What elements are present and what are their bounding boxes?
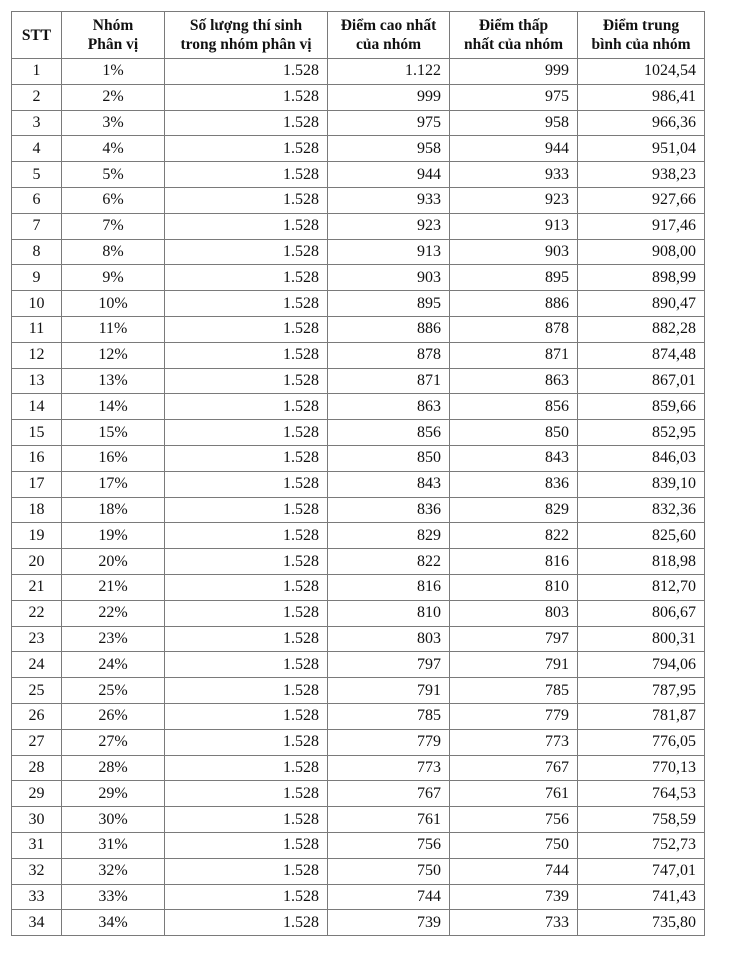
cell-stt: 13 (12, 368, 62, 394)
cell-avg: 735,80 (578, 910, 705, 936)
cell-group: 24% (62, 652, 165, 678)
header-count-line1: Số lượng thí sinh (189, 17, 303, 34)
cell-count: 1.528 (165, 884, 328, 910)
cell-max: 756 (328, 832, 450, 858)
cell-avg: 898,99 (578, 265, 705, 291)
header-count-line2: trong nhóm phân vị (180, 36, 312, 53)
cell-min: 863 (450, 368, 578, 394)
cell-group: 10% (62, 291, 165, 317)
cell-group: 18% (62, 497, 165, 523)
cell-count: 1.528 (165, 832, 328, 858)
table-row (12, 729, 705, 755)
cell-group: 29% (62, 781, 165, 807)
cell-min: 822 (450, 523, 578, 549)
cell-avg: 832,36 (578, 497, 705, 523)
table-row (12, 59, 705, 85)
cell-min: 878 (450, 316, 578, 342)
cell-stt: 24 (12, 652, 62, 678)
cell-count: 1.528 (165, 755, 328, 781)
cell-max: 791 (328, 678, 450, 704)
cell-max: 750 (328, 858, 450, 884)
cell-max: 739 (328, 910, 450, 936)
table-row (12, 703, 705, 729)
cell-max: 999 (328, 84, 450, 110)
cell-avg: 986,41 (578, 84, 705, 110)
cell-max: 944 (328, 162, 450, 188)
table-row (12, 213, 705, 239)
cell-count: 1.528 (165, 445, 328, 471)
cell-stt: 2 (12, 84, 62, 110)
cell-count: 1.528 (165, 316, 328, 342)
cell-count: 1.528 (165, 213, 328, 239)
header-max (328, 12, 450, 59)
cell-stt: 21 (12, 574, 62, 600)
cell-min: 797 (450, 626, 578, 652)
cell-max: 843 (328, 471, 450, 497)
cell-min: 944 (450, 136, 578, 162)
cell-group: 31% (62, 832, 165, 858)
cell-min: 816 (450, 549, 578, 575)
cell-avg: 794,06 (578, 652, 705, 678)
table-row (12, 368, 705, 394)
cell-min: 903 (450, 239, 578, 265)
cell-max: 975 (328, 110, 450, 136)
cell-max: 958 (328, 136, 450, 162)
table-row (12, 316, 705, 342)
cell-max: 767 (328, 781, 450, 807)
cell-avg: 927,66 (578, 187, 705, 213)
cell-group: 34% (62, 910, 165, 936)
cell-min: 829 (450, 497, 578, 523)
cell-avg: 874,48 (578, 342, 705, 368)
cell-avg: 770,13 (578, 755, 705, 781)
cell-min: 836 (450, 471, 578, 497)
cell-count: 1.528 (165, 342, 328, 368)
header-avg (578, 12, 705, 59)
table-row (12, 549, 705, 575)
cell-max: 856 (328, 420, 450, 446)
cell-stt: 18 (12, 497, 62, 523)
cell-stt: 15 (12, 420, 62, 446)
cell-group: 4% (62, 136, 165, 162)
table-row (12, 497, 705, 523)
cell-count: 1.528 (165, 162, 328, 188)
cell-max: 761 (328, 807, 450, 833)
cell-min: 850 (450, 420, 578, 446)
header-count (165, 12, 328, 59)
cell-stt: 1 (12, 59, 62, 85)
cell-stt: 32 (12, 858, 62, 884)
header-min-line2: nhất của nhóm (463, 36, 564, 53)
cell-stt: 7 (12, 213, 62, 239)
cell-max: 773 (328, 755, 450, 781)
cell-group: 30% (62, 807, 165, 833)
cell-group: 27% (62, 729, 165, 755)
cell-group: 6% (62, 187, 165, 213)
table-row (12, 471, 705, 497)
cell-max: 797 (328, 652, 450, 678)
cell-max: 810 (328, 600, 450, 626)
cell-min: 791 (450, 652, 578, 678)
cell-min: 761 (450, 781, 578, 807)
cell-max: 913 (328, 239, 450, 265)
cell-avg: 1024,54 (578, 59, 705, 85)
cell-group: 12% (62, 342, 165, 368)
table-row (12, 136, 705, 162)
cell-min: 933 (450, 162, 578, 188)
cell-group: 14% (62, 394, 165, 420)
cell-group: 25% (62, 678, 165, 704)
cell-avg: 908,00 (578, 239, 705, 265)
cell-count: 1.528 (165, 626, 328, 652)
cell-stt: 5 (12, 162, 62, 188)
header-max-line2: của nhóm (355, 36, 422, 53)
cell-avg: 800,31 (578, 626, 705, 652)
cell-max: 785 (328, 703, 450, 729)
cell-count: 1.528 (165, 497, 328, 523)
cell-group: 32% (62, 858, 165, 884)
cell-avg: 859,66 (578, 394, 705, 420)
cell-stt: 14 (12, 394, 62, 420)
cell-avg: 758,59 (578, 807, 705, 833)
cell-count: 1.528 (165, 368, 328, 394)
cell-count: 1.528 (165, 858, 328, 884)
cell-group: 22% (62, 600, 165, 626)
cell-count: 1.528 (165, 807, 328, 833)
cell-group: 2% (62, 84, 165, 110)
cell-group: 15% (62, 420, 165, 446)
cell-avg: 966,36 (578, 110, 705, 136)
cell-stt: 30 (12, 807, 62, 833)
table-row (12, 910, 705, 936)
table-row (12, 291, 705, 317)
cell-stt: 12 (12, 342, 62, 368)
cell-group: 28% (62, 755, 165, 781)
cell-max: 850 (328, 445, 450, 471)
table-row (12, 755, 705, 781)
table-row (12, 239, 705, 265)
cell-avg: 846,03 (578, 445, 705, 471)
cell-max: 836 (328, 497, 450, 523)
cell-group: 19% (62, 523, 165, 549)
cell-max: 816 (328, 574, 450, 600)
table-row (12, 342, 705, 368)
cell-group: 11% (62, 316, 165, 342)
cell-max: 871 (328, 368, 450, 394)
cell-group: 8% (62, 239, 165, 265)
table-row (12, 394, 705, 420)
cell-stt: 9 (12, 265, 62, 291)
cell-stt: 11 (12, 316, 62, 342)
cell-count: 1.528 (165, 549, 328, 575)
cell-count: 1.528 (165, 59, 328, 85)
cell-group: 23% (62, 626, 165, 652)
cell-avg: 890,47 (578, 291, 705, 317)
cell-stt: 8 (12, 239, 62, 265)
table-row (12, 858, 705, 884)
cell-min: 785 (450, 678, 578, 704)
cell-min: 999 (450, 59, 578, 85)
table-row (12, 523, 705, 549)
cell-min: 750 (450, 832, 578, 858)
table-row (12, 626, 705, 652)
cell-stt: 3 (12, 110, 62, 136)
table-row (12, 884, 705, 910)
cell-min: 958 (450, 110, 578, 136)
cell-min: 843 (450, 445, 578, 471)
table-row (12, 807, 705, 833)
table-row (12, 420, 705, 446)
cell-stt: 33 (12, 884, 62, 910)
cell-count: 1.528 (165, 291, 328, 317)
cell-avg: 839,10 (578, 471, 705, 497)
cell-max: 863 (328, 394, 450, 420)
table-row (12, 84, 705, 110)
cell-max: 829 (328, 523, 450, 549)
cell-count: 1.528 (165, 600, 328, 626)
cell-min: 810 (450, 574, 578, 600)
cell-stt: 10 (12, 291, 62, 317)
cell-count: 1.528 (165, 523, 328, 549)
cell-avg: 747,01 (578, 858, 705, 884)
cell-group: 16% (62, 445, 165, 471)
percentile-table (11, 11, 705, 936)
cell-max: 1.122 (328, 59, 450, 85)
cell-count: 1.528 (165, 678, 328, 704)
cell-stt: 25 (12, 678, 62, 704)
cell-count: 1.528 (165, 239, 328, 265)
table-row (12, 600, 705, 626)
cell-count: 1.528 (165, 574, 328, 600)
cell-avg: 852,95 (578, 420, 705, 446)
cell-avg: 776,05 (578, 729, 705, 755)
cell-stt: 27 (12, 729, 62, 755)
table-row (12, 574, 705, 600)
header-stt-line1: STT (21, 26, 52, 44)
header-stt (12, 12, 62, 59)
cell-count: 1.528 (165, 110, 328, 136)
cell-min: 856 (450, 394, 578, 420)
cell-min: 913 (450, 213, 578, 239)
header-avg-line1: Điểm trung (602, 17, 680, 34)
cell-count: 1.528 (165, 394, 328, 420)
cell-group: 33% (62, 884, 165, 910)
cell-avg: 781,87 (578, 703, 705, 729)
cell-avg: 812,70 (578, 574, 705, 600)
cell-avg: 741,43 (578, 884, 705, 910)
header-group-line2: Phân vị (87, 36, 139, 53)
cell-count: 1.528 (165, 420, 328, 446)
cell-avg: 752,73 (578, 832, 705, 858)
table-row (12, 110, 705, 136)
cell-avg: 917,46 (578, 213, 705, 239)
table-row (12, 832, 705, 858)
cell-group: 21% (62, 574, 165, 600)
cell-count: 1.528 (165, 265, 328, 291)
cell-min: 871 (450, 342, 578, 368)
cell-group: 26% (62, 703, 165, 729)
cell-group: 9% (62, 265, 165, 291)
cell-min: 756 (450, 807, 578, 833)
cell-avg: 882,28 (578, 316, 705, 342)
cell-max: 744 (328, 884, 450, 910)
table-header (12, 12, 705, 59)
cell-avg: 764,53 (578, 781, 705, 807)
cell-avg: 787,95 (578, 678, 705, 704)
cell-stt: 23 (12, 626, 62, 652)
cell-count: 1.528 (165, 652, 328, 678)
cell-max: 933 (328, 187, 450, 213)
table-row (12, 445, 705, 471)
cell-stt: 20 (12, 549, 62, 575)
cell-stt: 4 (12, 136, 62, 162)
cell-stt: 17 (12, 471, 62, 497)
cell-max: 878 (328, 342, 450, 368)
cell-avg: 825,60 (578, 523, 705, 549)
table-row (12, 678, 705, 704)
cell-group: 13% (62, 368, 165, 394)
cell-min: 923 (450, 187, 578, 213)
cell-max: 822 (328, 549, 450, 575)
cell-min: 733 (450, 910, 578, 936)
header-group-line1: Nhóm (92, 17, 134, 34)
table-body (12, 59, 705, 936)
cell-stt: 29 (12, 781, 62, 807)
table-row (12, 652, 705, 678)
cell-max: 903 (328, 265, 450, 291)
cell-avg: 867,01 (578, 368, 705, 394)
cell-group: 17% (62, 471, 165, 497)
cell-min: 744 (450, 858, 578, 884)
header-row (12, 12, 705, 59)
cell-min: 886 (450, 291, 578, 317)
cell-avg: 806,67 (578, 600, 705, 626)
cell-count: 1.528 (165, 136, 328, 162)
cell-count: 1.528 (165, 703, 328, 729)
cell-count: 1.528 (165, 84, 328, 110)
cell-group: 1% (62, 59, 165, 85)
cell-stt: 28 (12, 755, 62, 781)
table-row (12, 162, 705, 188)
cell-min: 739 (450, 884, 578, 910)
cell-min: 773 (450, 729, 578, 755)
cell-group: 5% (62, 162, 165, 188)
header-avg-line2: bình của nhóm (591, 36, 691, 53)
cell-count: 1.528 (165, 781, 328, 807)
header-group (62, 12, 165, 59)
cell-max: 803 (328, 626, 450, 652)
cell-group: 3% (62, 110, 165, 136)
table-row (12, 187, 705, 213)
cell-count: 1.528 (165, 910, 328, 936)
cell-group: 20% (62, 549, 165, 575)
cell-avg: 951,04 (578, 136, 705, 162)
header-min-line1: Điểm thấp (478, 17, 549, 34)
table-row (12, 265, 705, 291)
cell-min: 779 (450, 703, 578, 729)
cell-avg: 818,98 (578, 549, 705, 575)
cell-min: 767 (450, 755, 578, 781)
cell-stt: 34 (12, 910, 62, 936)
cell-max: 886 (328, 316, 450, 342)
cell-stt: 26 (12, 703, 62, 729)
cell-avg: 938,23 (578, 162, 705, 188)
header-max-line1: Điểm cao nhất (340, 17, 437, 34)
cell-stt: 6 (12, 187, 62, 213)
cell-stt: 31 (12, 832, 62, 858)
cell-stt: 16 (12, 445, 62, 471)
cell-min: 895 (450, 265, 578, 291)
cell-count: 1.528 (165, 729, 328, 755)
cell-max: 923 (328, 213, 450, 239)
cell-min: 803 (450, 600, 578, 626)
cell-stt: 19 (12, 523, 62, 549)
cell-max: 779 (328, 729, 450, 755)
table-row (12, 781, 705, 807)
cell-count: 1.528 (165, 187, 328, 213)
cell-min: 975 (450, 84, 578, 110)
header-min (450, 12, 578, 59)
cell-stt: 22 (12, 600, 62, 626)
cell-count: 1.528 (165, 471, 328, 497)
cell-max: 895 (328, 291, 450, 317)
cell-group: 7% (62, 213, 165, 239)
